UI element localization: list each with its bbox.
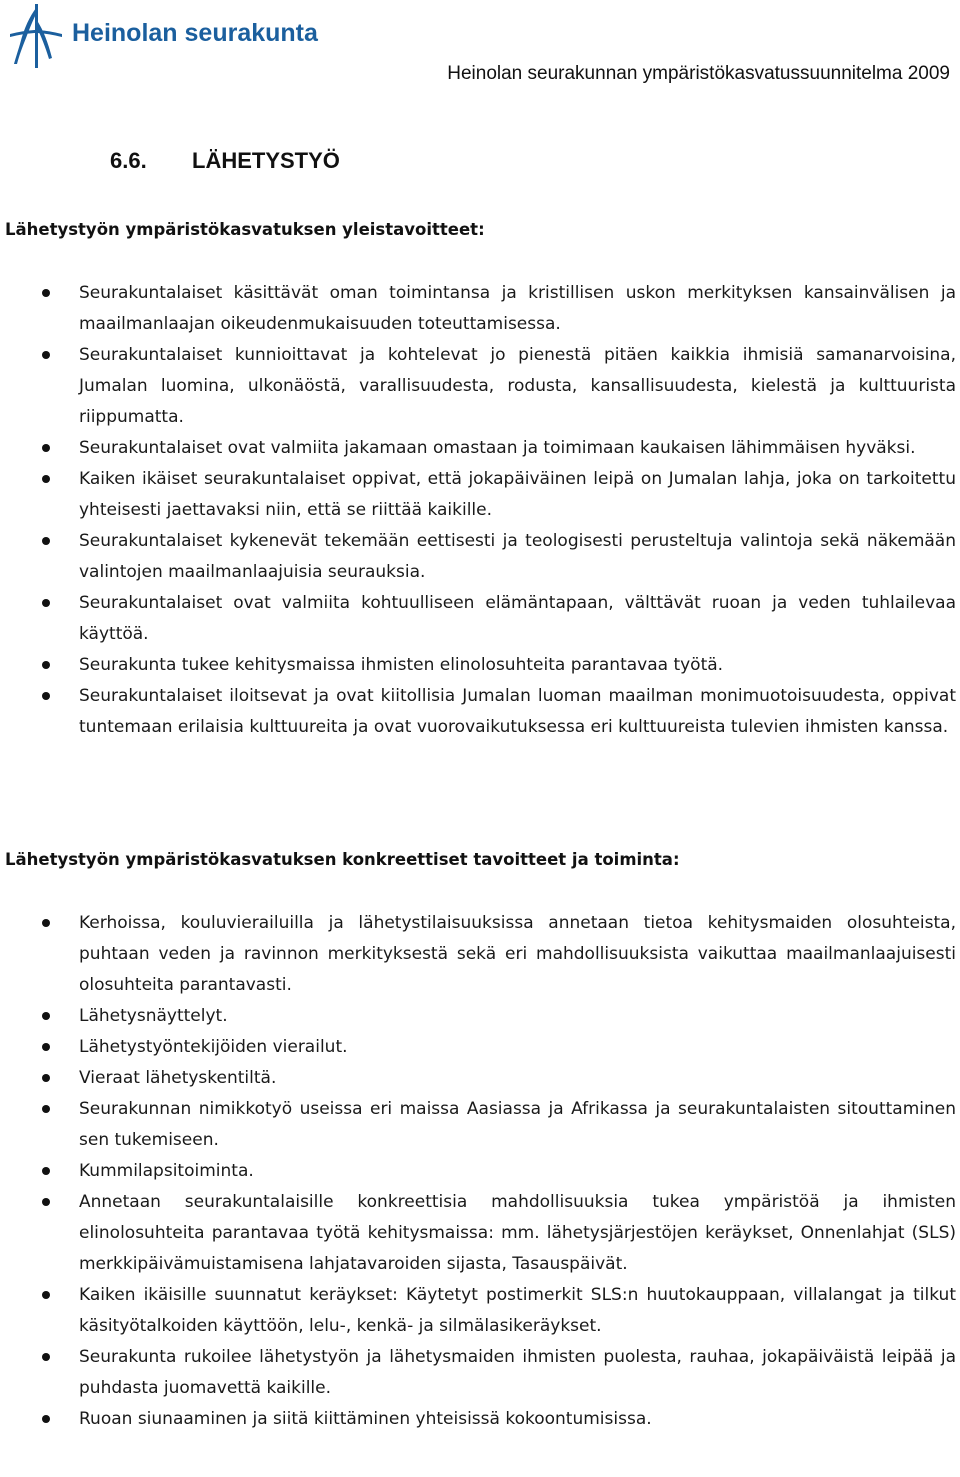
list-item: Seurakuntalaiset iloitsevat ja ovat kiitollisia Jumalan luoman maailman monimuotoisuudesta, oppivat tuntemaan erilaisia kulttuureita ja ovat vuorovaikutuksessa eri kulttuureista tulevien ihmisten kanssa. bbox=[0, 681, 960, 743]
list-item: Seurakuntalaiset kykenevät tekemään eettisesti ja teologisesti perusteltuja valintoja sekä näkemään valintojen maailmanlaajuisia seurauksia. bbox=[0, 526, 960, 588]
logo-text: Heinolan seurakunta bbox=[72, 18, 318, 47]
list-item: Seurakunta rukoilee lähetystyön ja lähetysmaiden ihmisten puolesta, rauhaa, jokapäiväistä leipää ja puhdasta juomavettä kaikille. bbox=[0, 1342, 960, 1404]
list-item: Kummilapsitoiminta. bbox=[0, 1156, 960, 1187]
list-item: Kerhoissa, kouluvierailuilla ja lähetystilaisuuksissa annetaan tietoa kehitysmaiden olosuhteista, puhtaan veden ja ravinnon merkityksestä sekä eri mahdollisuuksista vaikuttaa maailmanlaajuisesti olosuhteita parantavasti. bbox=[0, 908, 960, 1001]
list-item: Lähetysnäyttelyt. bbox=[0, 1001, 960, 1032]
list-item: Seurakuntalaiset kunnioittavat ja kohtelevat jo pienestä pitäen kaikkia ihmisiä samanarvoisina, Jumalan luomina, ulkonäöstä, varallisuudesta, rodusta, kansallisuudesta, kielestä ja kulttuurista riippumatta. bbox=[0, 340, 960, 433]
general-goals-list bbox=[0, 278, 960, 743]
list-item: Seurakunta tukee kehitysmaissa ihmisten elinolosuhteita parantavaa työtä. bbox=[0, 650, 960, 681]
list-item: Kaiken ikäiset seurakuntalaiset oppivat, että jokapäiväinen leipä on Jumalan lahja, joka on tarkoitettu yhteisesti jaettavaksi niin, että se riittää kaikille. bbox=[0, 464, 960, 526]
section-title-text: LÄHETYSTYÖ bbox=[192, 148, 340, 173]
list-item: Seurakunnan nimikkotyö useissa eri maissa Aasiassa ja Afrikassa ja seurakuntalaisten sitouttaminen sen tukemiseen. bbox=[0, 1094, 960, 1156]
list-item: Seurakuntalaiset ovat valmiita kohtuulliseen elämäntapaan, välttävät ruoan ja veden tuhlailevaa käyttöä. bbox=[0, 588, 960, 650]
section-title bbox=[110, 148, 340, 174]
list-item: Ruoan siunaaminen ja siitä kiittäminen yhteisissä kokoontumisissa. bbox=[0, 1404, 960, 1435]
list-item: Seurakuntalaiset käsittävät oman toimintansa ja kristillisen uskon merkityksen kansainvälisen ja maailmanlaajan oikeudenmukaisuuden toteuttamisessa. bbox=[0, 278, 960, 340]
list-item: Kaiken ikäisille suunnatut keräykset: Käytetyt postimerkit SLS:n huutokauppaan, villalangat ja tilkut käsityötalkoiden käyttöön, lelu-, kenkä- ja silmälasikeräykset. bbox=[0, 1280, 960, 1342]
cross-logo-icon bbox=[8, 4, 64, 68]
list-item: Seurakuntalaiset ovat valmiita jakamaan omastaan ja toimimaan kaukaisen lähimmäisen hyväksi. bbox=[0, 433, 960, 464]
church-logo bbox=[8, 4, 318, 68]
list-item: Vieraat lähetyskentiltä. bbox=[0, 1063, 960, 1094]
document-header-title: Heinolan seurakunnan ympäristökasvatussuunnitelma 2009 bbox=[447, 63, 950, 84]
general-goals-heading: Lähetystyön ympäristökasvatuksen yleistavoitteet: bbox=[5, 220, 485, 239]
list-item: Annetaan seurakuntalaisille konkreettisia mahdollisuuksia tukea ympäristöä ja ihmisten elinolosuhteita parantavaa työtä kehitysmaissa: mm. lähetysjärjestöjen keräykset, Onnenlahjat (SLS) merkkipäivämuistamisena lahjatavaroiden sijasta, Tasauspäivät. bbox=[0, 1187, 960, 1280]
concrete-goals-heading: Lähetystyön ympäristökasvatuksen konkreettiset tavoitteet ja toiminta: bbox=[5, 850, 680, 869]
list-item: Lähetystyöntekijöiden vierailut. bbox=[0, 1032, 960, 1063]
section-number: 6.6. bbox=[110, 148, 147, 173]
concrete-goals-list bbox=[0, 908, 960, 1435]
